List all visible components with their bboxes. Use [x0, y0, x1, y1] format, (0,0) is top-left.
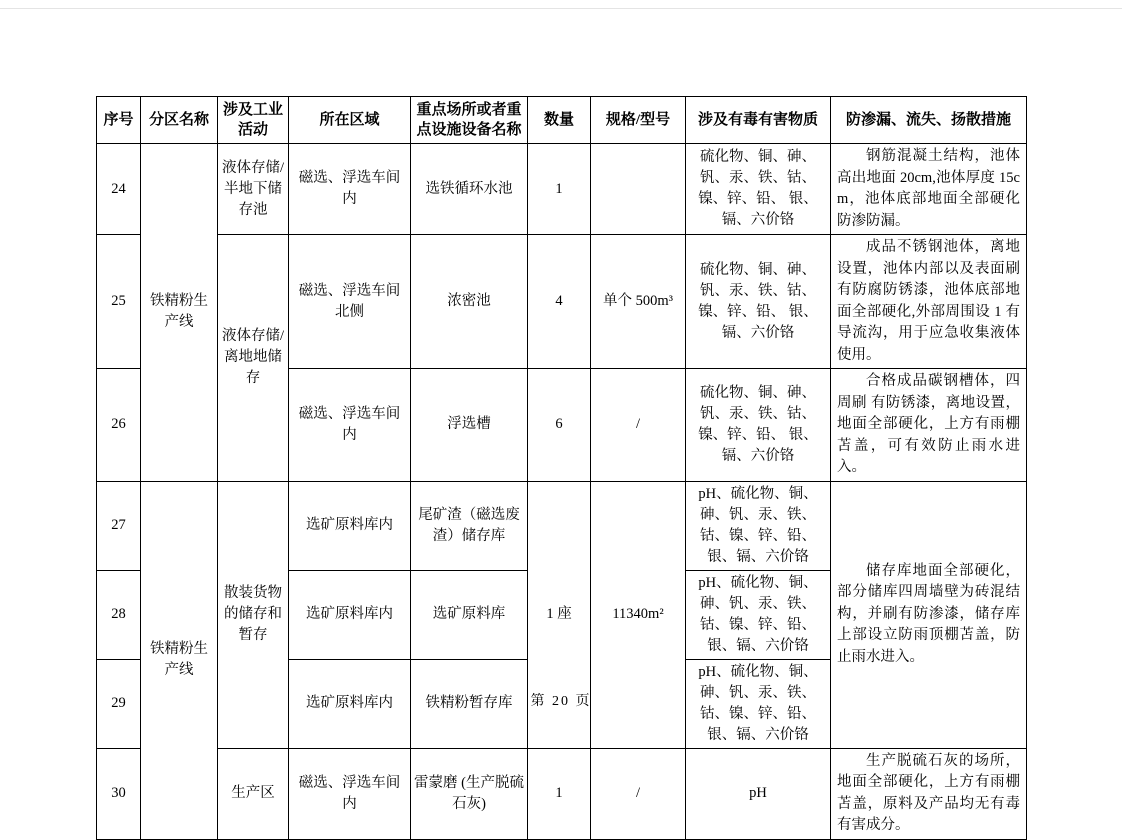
cell-spec-27-29: 11340m²: [591, 481, 686, 748]
cell-29-serial: 29: [97, 659, 141, 748]
facility-table: [96, 96, 1027, 840]
cell-28-location: 选矿原料库内: [289, 570, 411, 659]
cell-24-facility: 选铁循环水池: [411, 144, 528, 235]
cell-30-activity: 生产区: [218, 748, 289, 839]
col-header-toxic-substances: 涉及有毒有害物质: [686, 97, 831, 144]
col-header-facility-name: 重点场所或者重点设施设备名称: [411, 97, 528, 144]
cell-26-location: 磁选、浮选车间内: [289, 369, 411, 482]
cell-25-serial: 25: [97, 235, 141, 369]
cell-26-spec: /: [591, 369, 686, 482]
cell-28-toxic: pH、硫化物、铜、砷、钒、汞、铁、钴、镍、锌、铅、 银、镉、六价铬: [686, 570, 831, 659]
cell-activity-27-29: 散装货物的储存和暂存: [218, 481, 289, 748]
col-header-industrial-activity: 涉及工业活动: [218, 97, 289, 144]
cell-25-quantity: 4: [528, 235, 591, 369]
col-header-zone-name: 分区名称: [141, 97, 218, 144]
cell-30-facility: 雷蒙磨 (生产脱硫石灰): [411, 748, 528, 839]
cell-activity-25-26: 液体存储/离地地储存: [218, 235, 289, 482]
col-header-spec-model: 规格/型号: [591, 97, 686, 144]
cell-24-location: 磁选、浮选车间内: [289, 144, 411, 235]
col-header-location: 所在区域: [289, 97, 411, 144]
page-edge-divider: [0, 8, 1122, 9]
cell-26-serial: 26: [97, 369, 141, 482]
cell-zone-27-30: 铁精粉生产线: [141, 481, 218, 839]
cell-quantity-27-29: 1 座: [528, 481, 591, 748]
cell-25-measure: 成品不锈钢池体，离地设置，池体内部以及表面刷有防腐防锈漆，池体底部地面全部硬化,外部周围设 1 有导流沟，用于应急收集液体使用。: [831, 235, 1027, 369]
page-number: 第 20 页: [530, 694, 592, 709]
cell-27-facility: 尾矿渣（磁选废渣）储存库: [411, 481, 528, 570]
cell-28-serial: 28: [97, 570, 141, 659]
cell-30-location: 磁选、浮选车间内: [289, 748, 411, 839]
cell-24-toxic: 硫化物、铜、砷、钒、汞、铁、钴、镍、锌、铅、 银、镉、六价铬: [686, 144, 831, 235]
table-row: [97, 235, 1027, 369]
cell-27-toxic: pH、硫化物、铜、砷、钒、汞、铁、钴、镍、锌、铅、 银、镉、六价铬: [686, 481, 831, 570]
cell-29-toxic: pH、硫化物、铜、砷、钒、汞、铁、钴、镍、锌、铅、 银、镉、六价铬: [686, 659, 831, 748]
cell-zone-24-26: 铁精粉生产线: [141, 144, 218, 482]
cell-24-measure: 钢筋混凝土结构，池体高出地面 20cm,池体厚度 15cm，池体底部地面全部硬化防渗防漏。: [831, 144, 1027, 235]
cell-24-serial: 24: [97, 144, 141, 235]
cell-26-quantity: 6: [528, 369, 591, 482]
cell-25-toxic: 硫化物、铜、砷、钒、汞、铁、钴、镍、锌、铅、 银、镉、六价铬: [686, 235, 831, 369]
cell-26-facility: 浮选槽: [411, 369, 528, 482]
cell-measure-27-29: 储存库地面全部硬化，部分储库四周墙壁为砖混结构，并刷有防渗漆，储存库上部设立防雨顶棚苫盖，防止雨水进入。: [831, 481, 1027, 748]
cell-30-serial: 30: [97, 748, 141, 839]
cell-29-location: 选矿原料库内: [289, 659, 411, 748]
table-row: [97, 144, 1027, 235]
table-row: [97, 748, 1027, 839]
cell-24-activity: 液体存储/半地下储存池: [218, 144, 289, 235]
cell-26-measure: 合格成品碳钢槽体，四周刷 有防锈漆，离地设置，地面全部硬化，上方有雨棚苫盖，可有效防止雨水进入。: [831, 369, 1027, 482]
cell-25-spec: 单个 500m³: [591, 235, 686, 369]
cell-25-facility: 浓密池: [411, 235, 528, 369]
cell-27-location: 选矿原料库内: [289, 481, 411, 570]
cell-25-location: 磁选、浮选车间北侧: [289, 235, 411, 369]
table-header-row: [97, 97, 1027, 144]
col-header-serial-no: 序号: [97, 97, 141, 144]
table-row: [97, 481, 1027, 570]
cell-24-quantity: 1: [528, 144, 591, 235]
cell-30-spec: /: [591, 748, 686, 839]
cell-28-facility: 选矿原料库: [411, 570, 528, 659]
col-header-quantity: 数量: [528, 97, 591, 144]
cell-26-toxic: 硫化物、铜、砷、钒、汞、铁、钴、镍、锌、铅、 银、镉、六价铬: [686, 369, 831, 482]
col-header-anti-leak-measures: 防渗漏、流失、扬散措施: [831, 97, 1027, 144]
cell-30-quantity: 1: [528, 748, 591, 839]
cell-30-toxic: pH: [686, 748, 831, 839]
cell-30-measure: 生产脱硫石灰的场所，地面全部硬化，上方有雨棚苫盖，原料及产品均无有毒有害成分。: [831, 748, 1027, 839]
cell-27-serial: 27: [97, 481, 141, 570]
cell-24-spec: [591, 144, 686, 235]
cell-29-facility: 铁精粉暂存库: [411, 659, 528, 748]
